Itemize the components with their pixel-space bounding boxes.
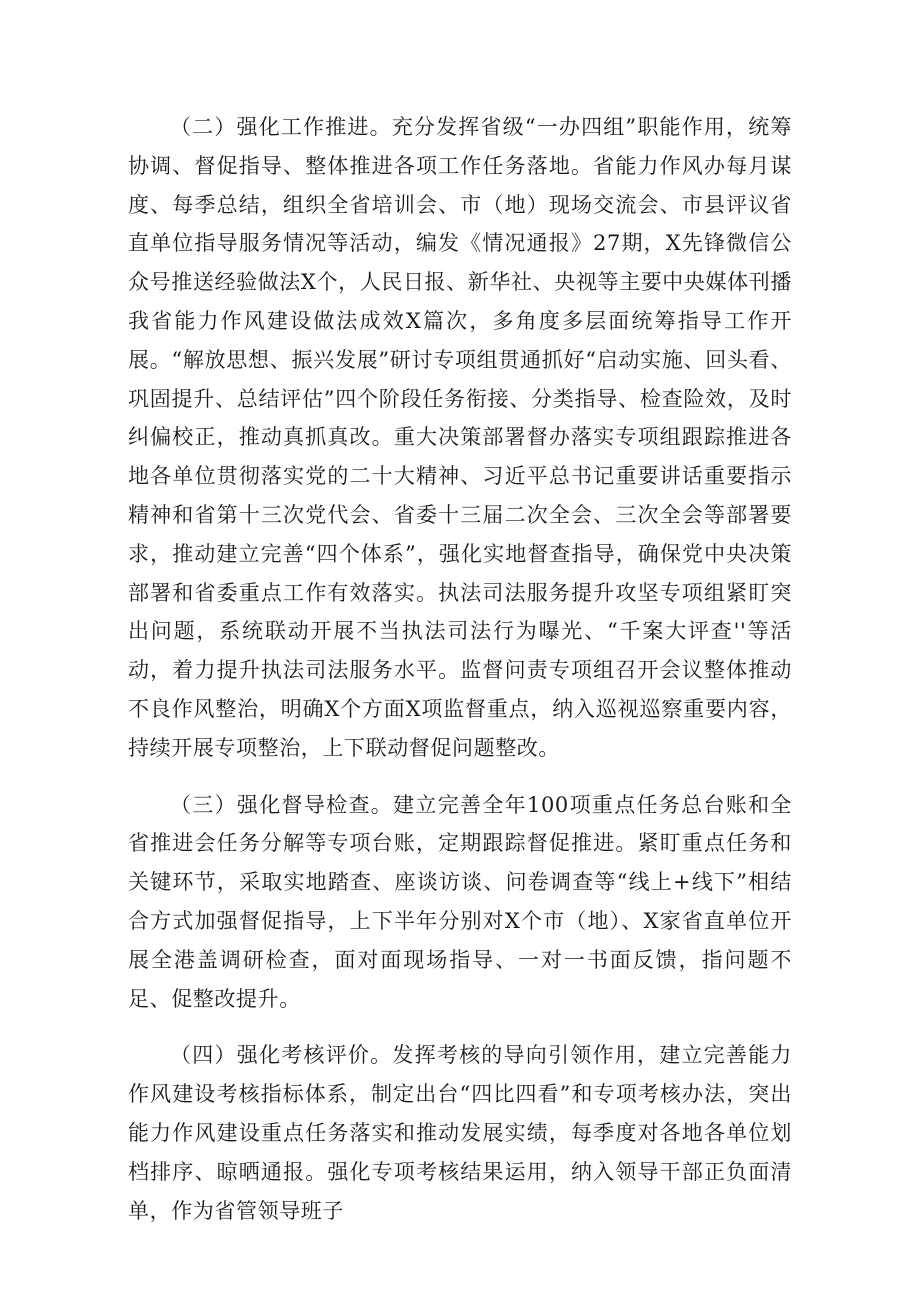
document-body xyxy=(128,108,792,1230)
paragraph-assessment-evaluation: （四）强化考核评价。发挥考核的导向引领作用，建立完善能力作风建设考核指标体系，制定出台“四比四看”和专项考核办法，突出能力作风建设重点任务落实和推动发展实绩，每季度对各地各单位划档排序、晾晒通报。强化专项考核结果运用，纳入领导干部正负面清单，作为省管领导班子 xyxy=(128,1043,792,1223)
paragraph-work-promotion: （二）强化工作推进。充分发挥省级“一办四组”职能作用，统筹协调、督促指导、整体推进各项工作任务落地。省能力作风办每月谋度、每季总结，组织全省培训会、市（地）现场交流会、市县评议省直单位指导服务情况等活动，编发《情况通报》27期，X先锋微信公众号推送经验做法X个，人民日报、新华社、央视等主要中央媒体刊播我省能力作风建设做法成效X篇次，多角度多层面统筹指导工作开展。“解放思想、振兴发展”研讨专项组贯通抓好“启动实施、回头看、巩固提升、总结评估”四个阶段任务衔接、分类指导、检查险效，及时纠偏校正，推动真抓真改。重大决策部署督办落实专项组跟踪推进各地各单位贯彻落实党的二十大精神、习近平总书记重要讲话重要指示精神和省第十三次党代会、省委十三届二次全会、三次全会等部署要求，推动建立完善“四个体系”，强化实地督查指导，确保党中央决策部署和省委重点工作有效落实。执法司法服务提升攻坚专项组紧盯突出问题，系统联动开展不当执法司法行为曝光、“千案大评查''等活动，着力提升执法司法服务水平。监督问责专项组召开会议整体推动不良作风整治，明确X个方面X项监督重点，纳入巡视巡察重要内容，持续开展专项整治，上下联动督促问题整改。 xyxy=(128,115,792,760)
paragraph-supervision-inspection: （三）强化督导检查。建立完善全年100项重点任务总台账和全省推进会任务分解等专项台账，定期跟踪督促推进。紧盯重点任务和关键环节，采取实地踏查、座谈访谈、问卷调查等“线上+线下”相结合方式加强督促指导，上下半年分别对X个市（地）、X家省直单位开展全港盖调研检查，面对面现场指导、一对一书面反馈，指问题不足、促整改提升。 xyxy=(128,792,792,1011)
